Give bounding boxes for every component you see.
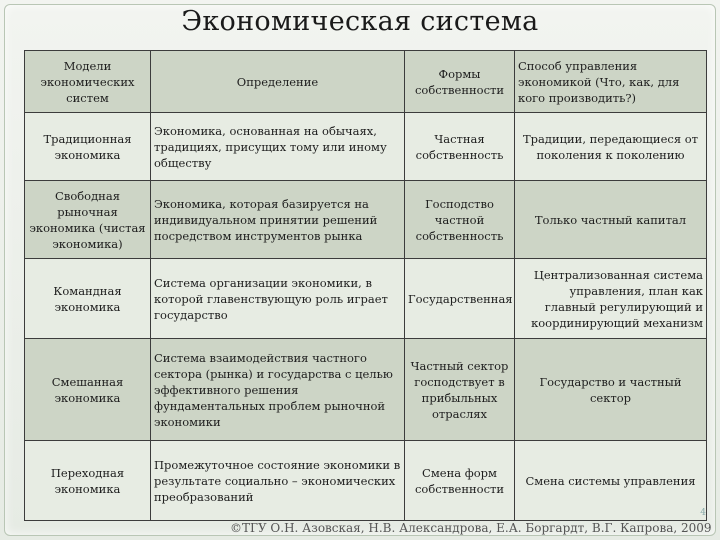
economic-systems-table (24, 50, 707, 521)
cell-ownership: Частная собственность (405, 113, 515, 181)
table-header-row (25, 51, 707, 113)
table-row (25, 259, 707, 339)
cell-management: Смена системы управления (515, 441, 707, 521)
cell-ownership: Государственная (405, 259, 515, 339)
table-row (25, 441, 707, 521)
copyright-footer: ©ТГУ О.Н. Азовская, Н.В. Александрова, Е.А. Боргардт, В.Г. Капрова, 2009 (230, 521, 712, 535)
page-number: 4 (700, 508, 706, 518)
cell-model: Командная экономика (25, 259, 151, 339)
header-model: Модели экономических систем (25, 51, 151, 113)
cell-definition: Промежуточное состояние экономики в результате социально – экономических преобразований (151, 441, 405, 521)
table-row (25, 113, 707, 181)
cell-definition: Экономика, которая базируется на индивидуальном принятии решений посредством инструментов рынка (151, 181, 405, 259)
cell-model: Традиционная экономика (25, 113, 151, 181)
cell-management: Централизованная система управления, план как главный регулирующий и координирующий механизм (515, 259, 707, 339)
cell-definition: Система организации экономики, в которой главенствующую роль играет государство (151, 259, 405, 339)
header-definition: Определение (151, 51, 405, 113)
cell-ownership: Частный сектор господствует в прибыльных отраслях (405, 339, 515, 441)
table-row (25, 339, 707, 441)
cell-management: Традиции, передающиеся от поколения к поколению (515, 113, 707, 181)
slide-title: Экономическая система (181, 6, 539, 37)
header-ownership: Формы собственности (405, 51, 515, 113)
cell-ownership: Смена форм собственности (405, 441, 515, 521)
table-row (25, 181, 707, 259)
cell-management: Только частный капитал (515, 181, 707, 259)
cell-model: Смешанная экономика (25, 339, 151, 441)
cell-definition: Система взаимодействия частного сектора (рынка) и государства с целью эффективного решения фундаментальных проблем рыночной экономики (151, 339, 405, 441)
cell-model: Переходная экономика (25, 441, 151, 521)
header-management: Способ управления экономикой (Что, как, для кого производить?) (515, 51, 707, 113)
cell-ownership: Господство частной собственность (405, 181, 515, 259)
cell-definition: Экономика, основанная на обычаях, традициях, присущих тому или иному обществу (151, 113, 405, 181)
cell-management: Государство и частный сектор (515, 339, 707, 441)
cell-model: Свободная рыночная экономика (чистая экономика) (25, 181, 151, 259)
